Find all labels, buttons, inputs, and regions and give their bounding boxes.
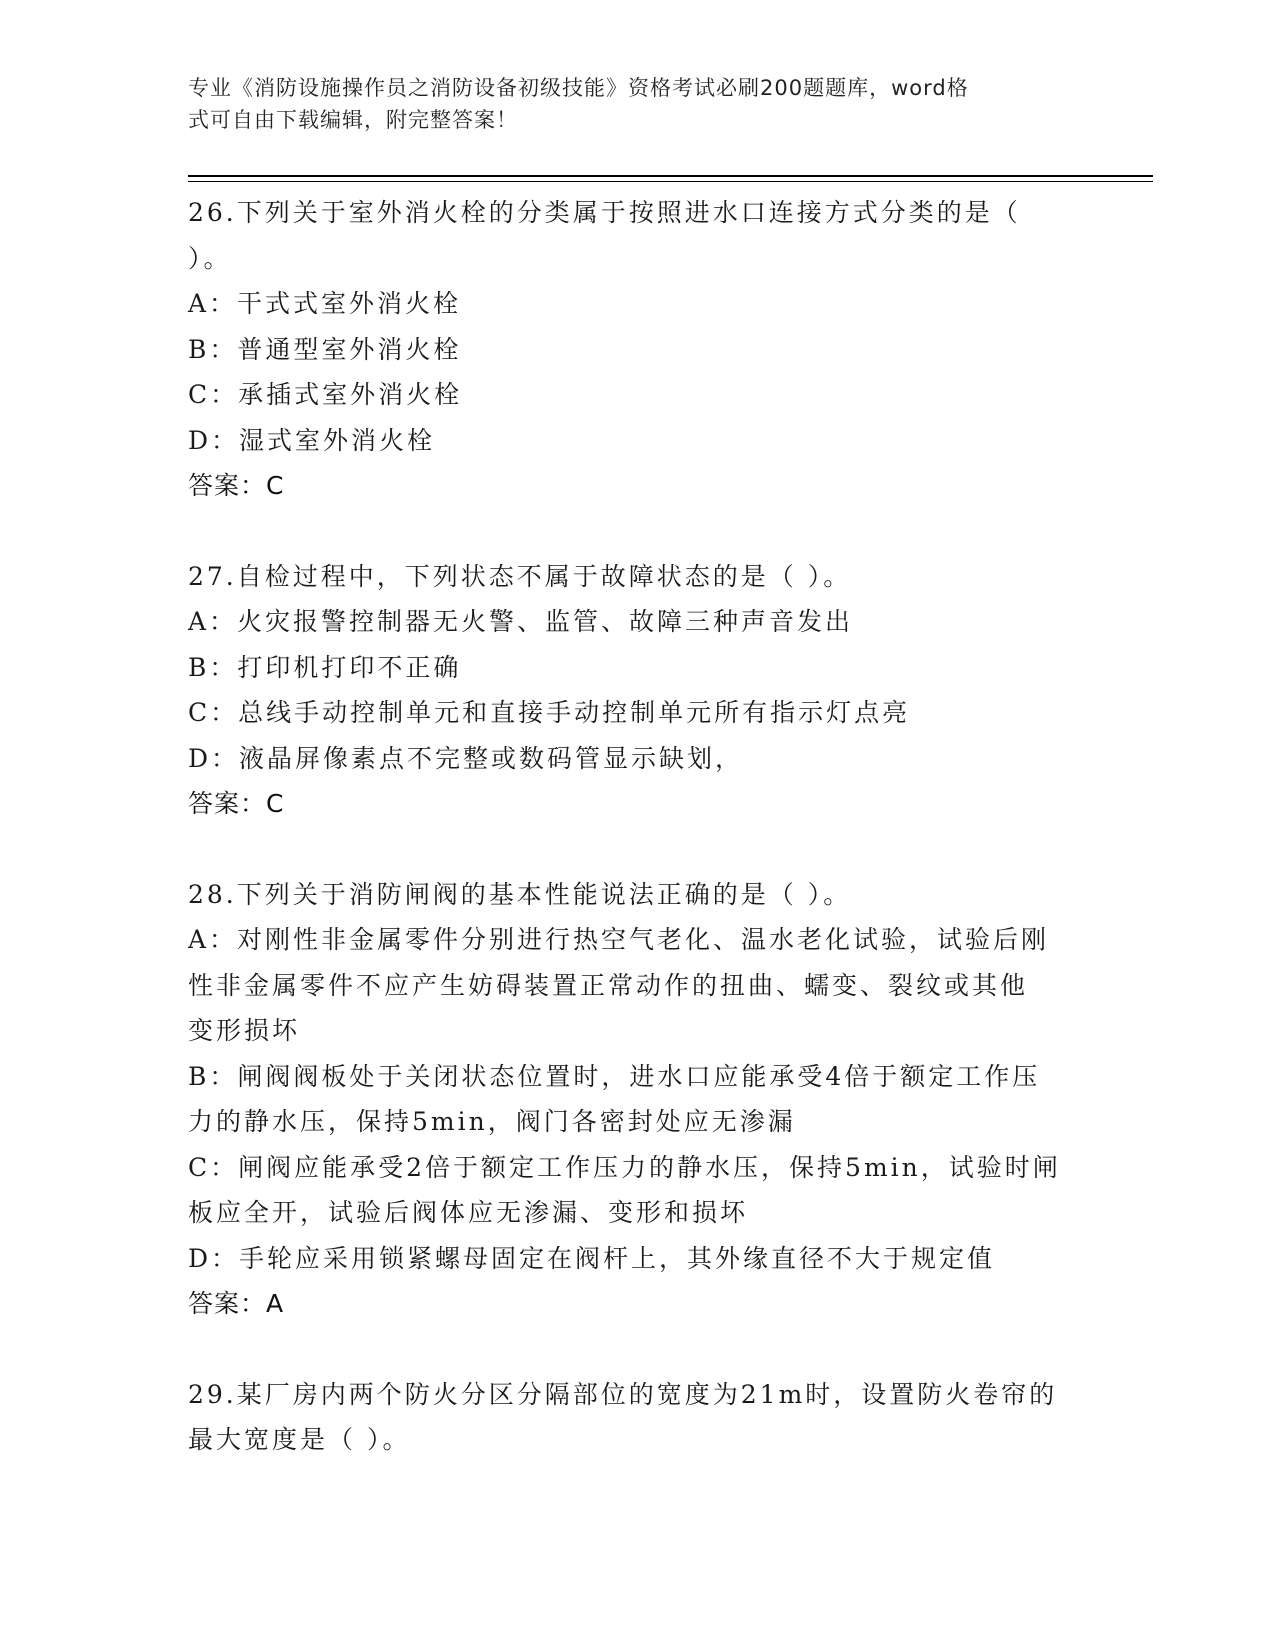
option-c: C：总线手动控制单元和直接手动控制单元所有指示灯点亮: [188, 698, 911, 727]
option-d: D：液晶屏像素点不完整或数码管显示缺划，: [188, 743, 744, 773]
option-b: [188, 1054, 1088, 1145]
document-header: [188, 72, 1088, 136]
question-28: [188, 872, 1088, 1327]
option-d: D：湿式室外消火栓: [188, 425, 436, 455]
question-29: [188, 1372, 1088, 1463]
option-d: D：手轮应采用锁紧螺母固定在阀杆上，其外缘直径不大于规定值: [188, 1243, 996, 1273]
question-stem-line: 26.下列关于室外消火栓的分类属于按照进水口连接方式分类的是（: [188, 198, 1021, 227]
option-a-line: 变形损坏: [188, 1016, 301, 1045]
option-c: C：承插式室外消火栓: [188, 380, 463, 409]
answer-label: 答案：C: [188, 471, 285, 500]
option-c-line: C：闸阀应能承受2倍于额定工作压力的静水压，保持5min，试验时闸: [188, 1152, 1061, 1182]
option-a-line: 性非金属零件不应产生妨碍装置正常动作的扭曲、蠕变、裂纹或其他: [188, 970, 1029, 1000]
header-line-1: 专业《消防设施操作员之消防设备初级技能》资格考试必刷200题题库，word格: [188, 76, 969, 100]
option-c-line: 板应全开，试验后阀体应无渗漏、变形和损坏: [188, 1198, 749, 1227]
option-a: A：干式式室外消火栓: [188, 289, 462, 318]
question-stem-line: 29.某厂房内两个防火分区分隔部位的宽度为21m时，设置防火卷帘的: [188, 1379, 1058, 1409]
header-line-2: 式可自由下载编辑，附完整答案！: [188, 108, 518, 132]
option-b-line: B：闸阀阀板处于关闭状态位置时，进水口应能承受4倍于额定工作压: [188, 1061, 1041, 1091]
option-a-line: A：对刚性非金属零件分别进行热空气老化、温水老化试验，试验后刚: [188, 925, 1050, 954]
question-stem-line: 最大宽度是（ ）。: [188, 1425, 411, 1454]
question-26: [188, 190, 1088, 509]
option-b-line: 力的静水压，保持5min，阀门各密封处应无渗漏: [188, 1107, 796, 1136]
option-b: B：打印机打印不正确: [188, 652, 462, 682]
header-divider-thick: [188, 175, 1153, 177]
option-c: [188, 1145, 1088, 1236]
option-b: B：普通型室外消火栓: [188, 334, 462, 364]
question-stem-line: ）。: [188, 243, 232, 273]
option-a: [188, 917, 1088, 1054]
header-divider-thin: [188, 181, 1153, 182]
question-list: [188, 190, 1088, 1508]
answer-label: 答案：A: [188, 1289, 285, 1318]
answer-label: 答案：C: [188, 789, 285, 818]
question-27: [188, 554, 1088, 827]
option-a: A：火灾报警控制器无火警、监管、故障三种声音发出: [188, 607, 854, 636]
question-stem-line: 27.自检过程中，下列状态不属于故障状态的是（ ）。: [188, 561, 852, 591]
question-stem-line: 28.下列关于消防闸阀的基本性能说法正确的是（ ）。: [188, 879, 852, 909]
